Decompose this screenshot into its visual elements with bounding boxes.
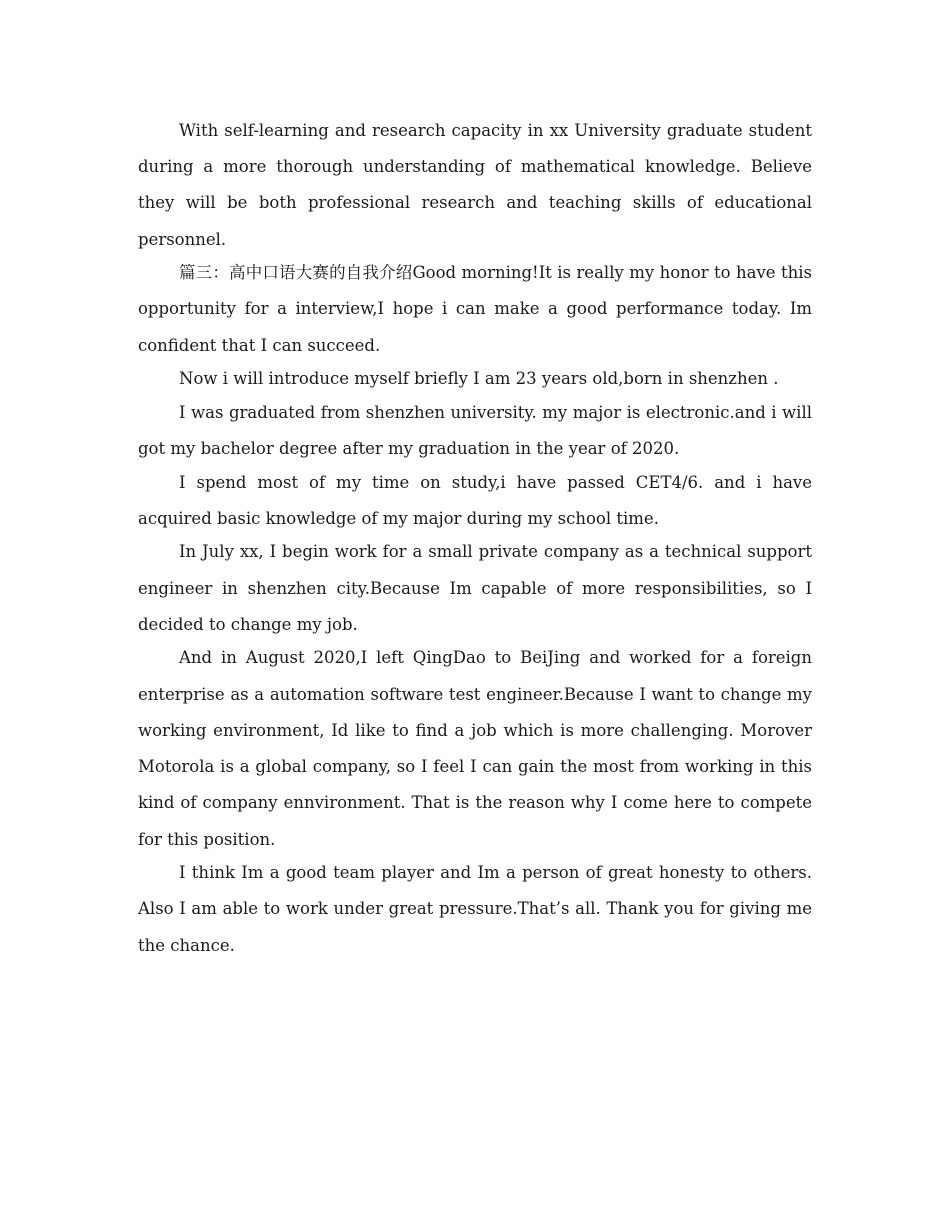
paragraph-closing: I think Im a good team player and Im a person of great honesty to others. Also I am able to work under great pressure.That’s all. Thank you for giving me the chance. xyxy=(138,863,812,955)
paragraph-education: I was graduated from shenzhen university. my major is electronic.and i will got my bachelor degree after my graduation in the year of 2020. xyxy=(138,402,812,459)
document-body xyxy=(138,113,812,964)
paragraph-self-introduction-opening: 篇三：高中口语大赛的自我介绍Good morning!It is really my honor to have this opportunity for a interview,I hope i can make a good performance today. Im confident that I can succeed. xyxy=(138,263,812,355)
paragraph-research-capacity: With self-learning and research capacity in xx University graduate student during a more thorough understanding of mathematical knowledge. Believe they will be both professional research and teaching skills of educational personnel. xyxy=(138,121,812,249)
paragraph-first-job: In July xx, I begin work for a small private company as a technical support engineer in shenzhen city.Because Im capable of more responsibilities, so I decided to change my job. xyxy=(138,542,812,634)
paragraph-study: I spend most of my time on study,i have passed CET4/6. and i have acquired basic knowledge of my major during my school time. xyxy=(138,472,812,528)
paragraph-second-job: And in August 2020,I left QingDao to BeiJing and worked for a foreign enterprise as a automation software test engineer.Because I want to change my working environment, Id like to find a job which is more challenging. Morover Motorola is a global company, so I feel I can gain the most from working in this kind of company ennvironment. That is the reason why I come here to compete for this position. xyxy=(138,648,812,849)
paragraph-age-birthplace: Now i will introduce myself briefly I am 23 years old,born in shenzhen . xyxy=(179,369,779,389)
